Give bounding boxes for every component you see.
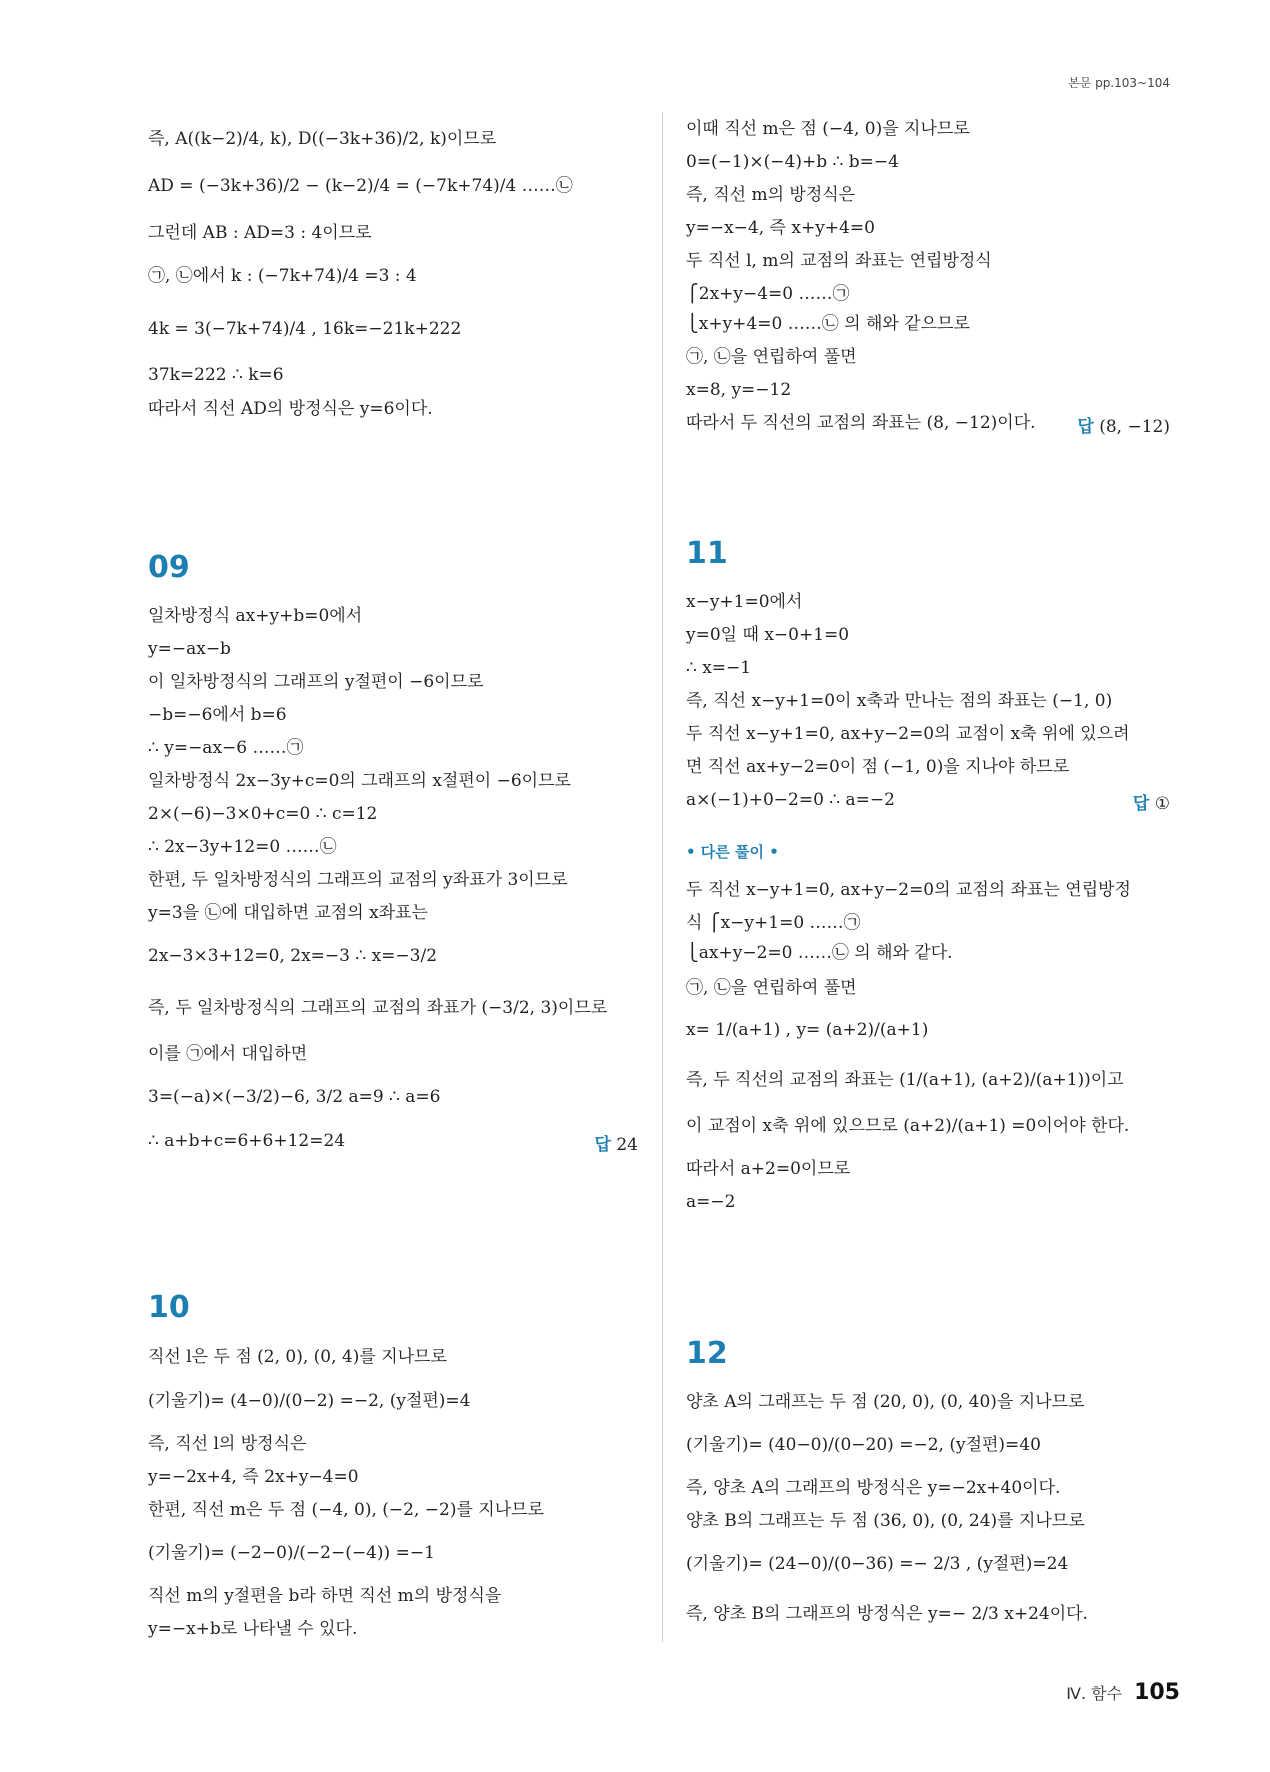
solution-line: (기울기)= (4−0)/(0−2) =−2, (y절편)=4 [148,1391,471,1411]
chapter-label: Ⅳ. 함수 [1066,1684,1123,1703]
solution-line: 따라서 직선 AD의 방정식은 y=6이다. [148,399,433,419]
solution-line: 이 일차방정식의 그래프의 y절편이 −6이므로 [148,672,484,692]
solution-line: 즉, 두 일차방정식의 그래프의 교점의 좌표가 (−3/2, 3)이므로 [148,998,608,1018]
alt-solution-line: ⎩ax+y−2=0 ……㉡ 의 해와 같다. [686,943,953,963]
solution-line: 즉, 직선 l의 방정식은 [148,1434,307,1454]
solution-line: x−y+1=0에서 [686,592,803,612]
solution-line: y=−x−4, 즉 x+y+4=0 [686,218,875,238]
solution-line: 즉, A((k−2)/4, k), D((−3k+36)/2, k)이므로 [148,129,497,149]
solution-line: ㉠, ㉡에서 k : (−7k+74)/4 =3 : 4 [148,266,417,286]
page-number: 105 [1134,1680,1180,1705]
solution-line: 그런데 AB : AD=3 : 4이므로 [148,223,372,243]
answer-value: (8, −12) [1099,417,1170,437]
section-number: 12 [686,1336,728,1371]
alt-solution-line: 식 ⎧x−y+1=0 ……㉠ [686,913,861,933]
alt-solution-line: 따라서 a+2=0이므로 [686,1159,851,1179]
solution-line: ∴ a+b+c=6+6+12=24 [148,1131,346,1151]
solution-line: 0=(−1)×(−4)+b ∴ b=−4 [686,152,899,172]
section-number: 10 [148,1290,190,1325]
solution-line: (기울기)= (−2−0)/(−2−(−4)) =−1 [148,1543,435,1563]
alt-solution-line: 즉, 두 직선의 교점의 좌표는 (1/(a+1), (a+2)/(a+1))이고 [686,1070,1124,1090]
solution-line: 즉, 직선 x−y+1=0이 x축과 만나는 점의 좌표는 (−1, 0) [686,691,1113,711]
solution-line: 이를 ㉠에서 대입하면 [148,1044,308,1064]
solution-line: 즉, 양초 A의 그래프의 방정식은 y=−2x+40이다. [686,1478,1061,1498]
alt-solution-line: 두 직선 x−y+1=0, ax+y−2=0의 교점의 좌표는 연립방정 [686,880,1131,900]
solution-line: ∴ y=−ax−6 ……㉠ [148,738,304,758]
solution-line: 2x−3×3+12=0, 2x=−3 ∴ x=−3/2 [148,946,438,966]
system-line-2: ⎩x+y+4=0 ……㉡ 의 해와 같으므로 [686,314,970,334]
solution-line: 직선 l은 두 점 (2, 0), (0, 4)를 지나므로 [148,1347,447,1367]
solution-line: a×(−1)+0−2=0 ∴ a=−2 [686,790,895,810]
solution-line: 두 직선 x−y+1=0, ax+y−2=0의 교점이 x축 위에 있으려 [686,724,1130,744]
solution-line: ∴ x=−1 [686,658,752,678]
solution-line: 일차방정식 ax+y+b=0에서 [148,606,363,626]
answer [1133,789,1170,814]
column-divider [662,112,663,1642]
solution-line: 즉, 양초 B의 그래프의 방정식은 y=− 2/3 x+24이다. [686,1604,1088,1624]
solution-line: 한편, 두 일차방정식의 그래프의 교점의 y좌표가 3이므로 [148,870,568,890]
solution-line: 직선 m의 y절편을 b라 하면 직선 m의 방정식을 [148,1586,502,1606]
solution-line: 따라서 두 직선의 교점의 좌표는 (8, −12)이다. [686,413,1036,433]
solution-line: y=−ax−b [148,639,231,659]
solution-line: 두 직선 l, m의 교점의 좌표는 연립방정식 [686,251,992,271]
solution-line: ∴ 2x−3y+12=0 ……㉡ [148,837,337,857]
alt-solution-line: 이 교점이 x축 위에 있으므로 (a+2)/(a+1) =0이어야 한다. [686,1116,1130,1136]
solution-line: 4k = 3(−7k+74)/4 , 16k=−21k+222 [148,319,462,339]
alternate-solution-title: • 다른 풀이 • [686,843,779,861]
page-reference: 본문 pp.103~104 [1068,76,1170,90]
answer-value: ① [1154,794,1170,814]
solution-line: 면 직선 ax+y−2=0이 점 (−1, 0)을 지나야 하므로 [686,757,1070,777]
answer-label: 답 [1132,794,1150,814]
alt-solution-line: ㉠, ㉡을 연립하여 풀면 [686,978,857,998]
solution-line: y=0일 때 x−0+1=0 [686,625,850,645]
section-number: 09 [148,550,190,585]
solution-line: y=−2x+4, 즉 2x+y−4=0 [148,1467,359,1487]
solution-line: 2×(−6)−3×0+c=0 ∴ c=12 [148,804,378,824]
system-line-1: ⎧2x+y−4=0 ……㉠ [686,284,850,304]
solution-line: 3=(−a)×(−3/2)−6, 3/2 a=9 ∴ a=6 [148,1087,441,1107]
alt-solution-line: a=−2 [686,1192,736,1212]
solution-line: x=8, y=−12 [686,380,792,400]
solution-line: 일차방정식 2x−3y+c=0의 그래프의 x절편이 −6이므로 [148,771,571,791]
answer [1077,412,1170,437]
solution-line: 이때 직선 m은 점 (−4, 0)을 지나므로 [686,119,970,139]
page-footer [1066,1680,1180,1705]
answer [595,1130,638,1155]
answer-label: 답 [594,1135,611,1155]
solution-line: AD = (−3k+36)/2 − (k−2)/4 = (−7k+74)/4 ……㉡ [148,176,573,196]
section-number: 11 [686,536,728,571]
solution-line: 양초 B의 그래프는 두 점 (36, 0), (0, 24)를 지나므로 [686,1511,1085,1531]
answer-label: 답 [1077,417,1094,437]
solution-line: y=−x+b로 나타낼 수 있다. [148,1619,358,1639]
solution-line: ㉠, ㉡을 연립하여 풀면 [686,347,857,367]
solution-line: (기울기)= (24−0)/(0−36) =− 2/3 , (y절편)=24 [686,1554,1069,1574]
solution-line: y=3을 ㉡에 대입하면 교점의 x좌표는 [148,903,428,923]
solution-line: 37k=222 ∴ k=6 [148,365,284,385]
solution-line: (기울기)= (40−0)/(0−20) =−2, (y절편)=40 [686,1435,1041,1455]
solution-line: 양초 A의 그래프는 두 점 (20, 0), (0, 40)을 지나므로 [686,1392,1085,1412]
solution-line: 즉, 직선 m의 방정식은 [686,185,856,205]
solution-line: −b=−6에서 b=6 [148,705,287,725]
solution-line: 한편, 직선 m은 두 점 (−4, 0), (−2, −2)를 지나므로 [148,1500,544,1520]
alt-solution-line: x= 1/(a+1) , y= (a+2)/(a+1) [686,1020,929,1040]
answer-value: 24 [616,1135,638,1155]
